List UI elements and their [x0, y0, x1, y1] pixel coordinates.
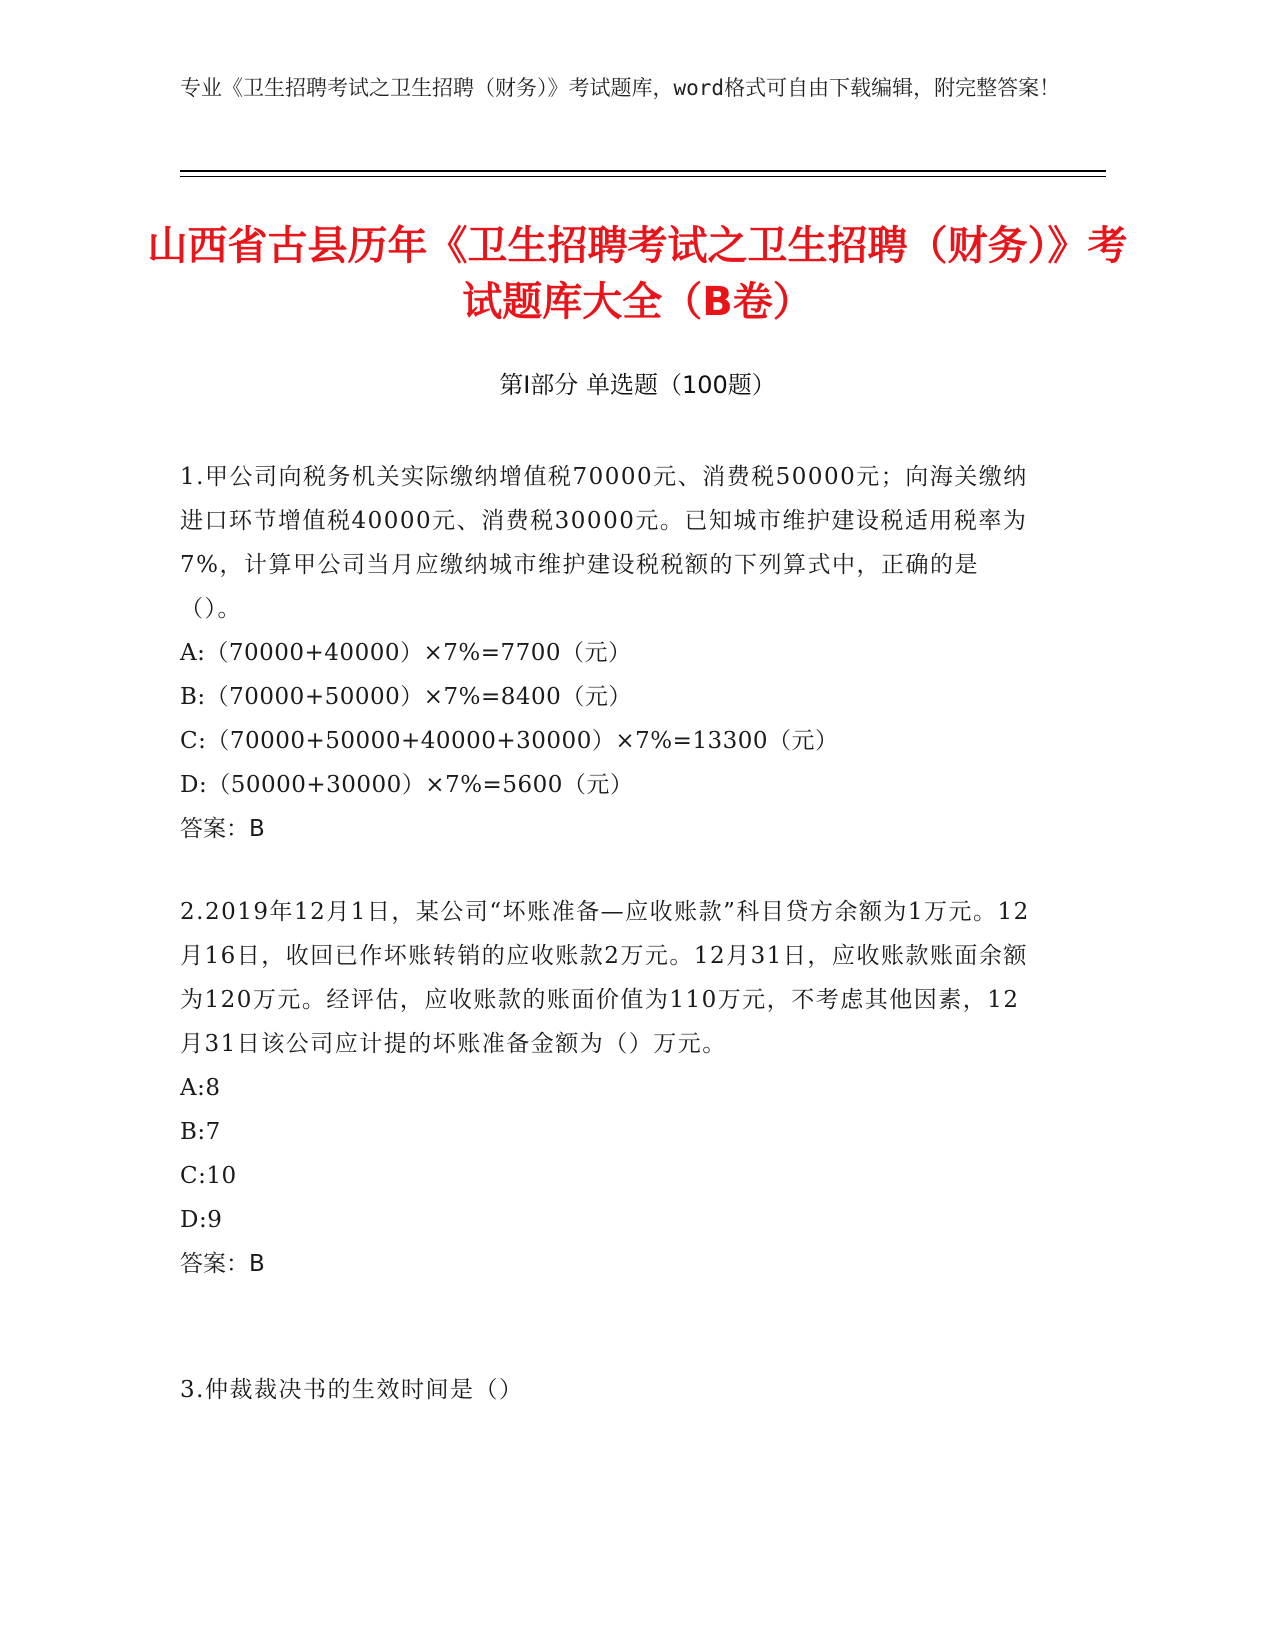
header-note: 专业《卫生招聘考试之卫生招聘（财务）》考试题库，word格式可自由下载编辑，附完整答案！	[180, 76, 1061, 100]
option-a: A:（70000+40000）×7%=7700（元）	[180, 640, 632, 666]
option-c: C:（70000+50000+40000+30000）×7%=13300（元）	[180, 728, 839, 754]
section-heading: 第I部分 单选题（100题）	[499, 371, 776, 399]
option-b: B:7	[180, 1119, 221, 1145]
option-c: C:10	[180, 1163, 237, 1189]
question-stem: 2.2019年12月1日，某公司“坏账准备—应收账款”科目贷方余额为1万元。12月16日，收回已作坏账转销的应收账款2万元。12月31日，应收账款账面余额为120万元。经评估，应收账款的账面价值为110万元，不考虑其他因素，12月31日该公司应计提的坏账准备金额为（）万元。	[180, 899, 1030, 1057]
question-stem: 1.甲公司向税务机关实际缴纳增值税70000元、消费税50000元；向海关缴纳进口环节增值税40000元、消费税30000元。已知城市维护建设税适用税率为7%，计算甲公司当月应缴纳城市维护建设税税额的下列算式中，正确的是（）。	[180, 464, 1028, 622]
question-2	[180, 890, 1040, 1286]
option-d: D:（50000+30000）×7%=5600（元）	[180, 772, 634, 798]
answer: 答案：B	[180, 816, 265, 842]
question-3	[180, 1368, 1040, 1412]
answer: 答案：B	[180, 1251, 265, 1277]
option-b: B:（70000+50000）×7%=8400（元）	[180, 684, 632, 710]
question-1	[180, 455, 1040, 851]
option-a: A:8	[180, 1075, 221, 1101]
document-title: 山西省古县历年《卫生招聘考试之卫生招聘（财务）》考试题库大全（B卷）	[147, 223, 1128, 325]
question-stem: 3.仲裁裁决书的生效时间是（）	[180, 1377, 524, 1403]
header-divider-thick	[180, 170, 1106, 172]
header-divider-thin	[180, 176, 1106, 177]
option-d: D:9	[180, 1207, 223, 1233]
